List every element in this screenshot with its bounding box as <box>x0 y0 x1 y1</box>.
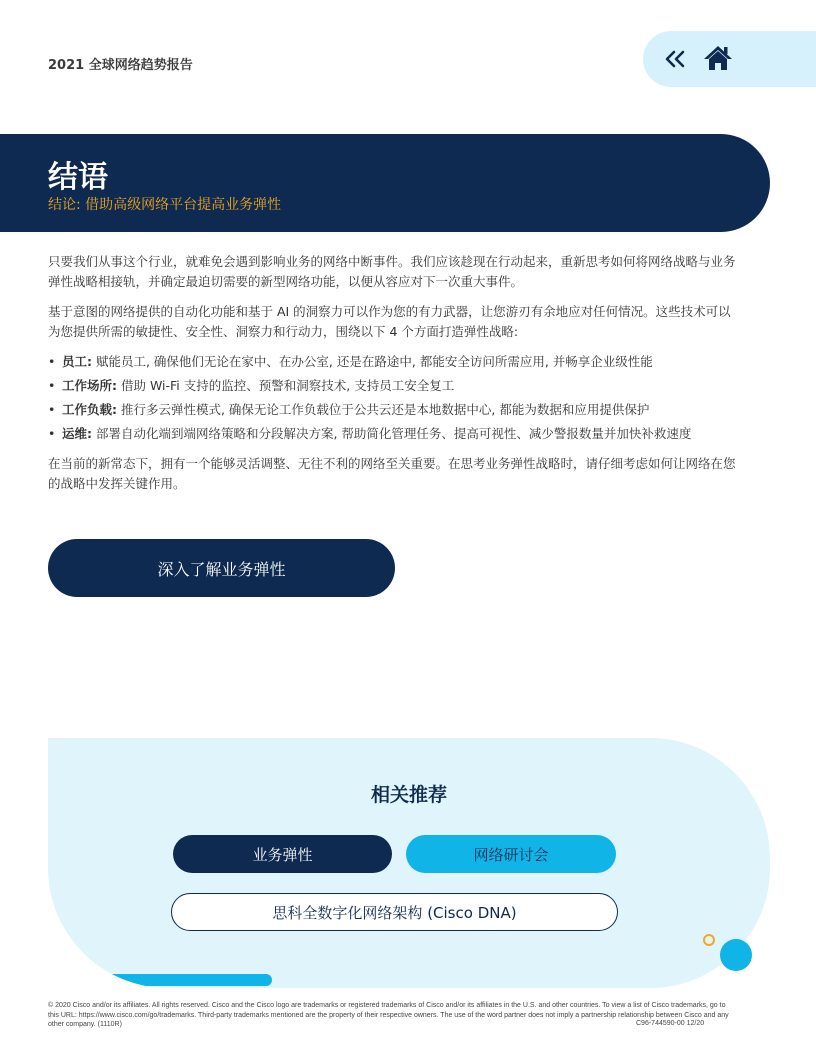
learn-more-button[interactable]: 深入了解业务弹性 <box>48 539 395 597</box>
page-subtitle: 结论: 借助高级网络平台提高业务弹性 <box>48 197 282 213</box>
footer-legal: © 2020 Cisco and/or its affiliates. All rights reserved. Cisco and the Cisco logo are trademarks or registered trademarks of Cisco and/or its affiliates in the U.S. and other countries. To view a list of Cisco trademarks, go to this URL: https://www.cisco.com/go/trademarks. Third-party trademarks mentioned are the property of their respective owners. The use of the word partner does not imply a partnership relationship between Cisco and any other company. (1110R) <box>48 1002 729 1028</box>
double-chevron-left-icon[interactable] <box>663 45 689 73</box>
page-title: 结语 <box>48 160 108 195</box>
footer-doc-code: C96-744590-00 12/20 <box>636 1020 705 1027</box>
report-title: 2021 全球网络趋势报告 <box>48 58 193 73</box>
list-item-label: 工作负载: <box>62 402 117 417</box>
section-banner <box>0 134 770 232</box>
list-item-label: 运维: <box>62 426 92 441</box>
list-item <box>48 424 743 444</box>
home-icon[interactable] <box>703 44 733 72</box>
decorative-ring <box>703 934 715 946</box>
business-resilience-button[interactable]: 业务弹性 <box>173 835 392 873</box>
paragraph-conclusion: 在当前的新常态下，拥有一个能够灵活调整、无往不利的网络至关重要。在思考业务弹性战略时，请仔细考虑如何让网络在您的战略中发挥关键作用。 <box>48 456 736 491</box>
list-item <box>48 400 743 420</box>
list-item-label: 工作场所: <box>62 378 117 393</box>
list-item-text: 赋能员工, 确保他们无论在家中、在办公室, 还是在路途中, 都能安全访问所需应用, 并畅享企业级性能 <box>92 354 653 369</box>
decorative-bar <box>48 974 272 986</box>
list-item <box>48 352 743 372</box>
list-item-text: 借助 Wi-Fi 支持的监控、预警和洞察技术, 支持员工安全复工 <box>117 378 455 393</box>
webinar-button[interactable]: 网络研讨会 <box>406 835 616 873</box>
cisco-dna-button[interactable]: 思科全数字化网络架构 (Cisco DNA) <box>171 893 618 931</box>
paragraph-ai: 基于意图的网络提供的自动化功能和基于 AI 的洞察力可以作为您的有力武器，让您游刃有余地应对任何情况。这些技术可以为您提供所需的敏捷性、安全性、洞察力和行动力，围绕以下 4 个方面打造弹性战略: <box>48 304 731 339</box>
nav-pill <box>643 31 816 87</box>
decorative-dot <box>720 939 752 971</box>
recommendations-title: 相关推荐 <box>370 784 447 806</box>
list-item-text: 部署自动化端到端网络策略和分段解决方案, 帮助简化管理任务、提高可视性、减少警报数量并加快补救速度 <box>92 426 692 441</box>
list-item <box>48 376 743 396</box>
paragraph-intro: 只要我们从事这个行业，就难免会遇到影响业务的网络中断事件。我们应该趁现在行动起来，重新思考如何将网络战略与业务弹性战略相接轨，并确定最迫切需要的新型网络功能，以便从容应对下一次重大事件。 <box>48 254 736 289</box>
list-item-label: 员工: <box>62 354 92 369</box>
strategy-list <box>48 352 743 444</box>
list-item-text: 推行多云弹性模式, 确保无论工作负载位于公共云还是本地数据中心, 都能为数据和应用提供保护 <box>117 402 650 417</box>
body-text <box>48 252 743 504</box>
recommendations-card <box>48 738 770 988</box>
